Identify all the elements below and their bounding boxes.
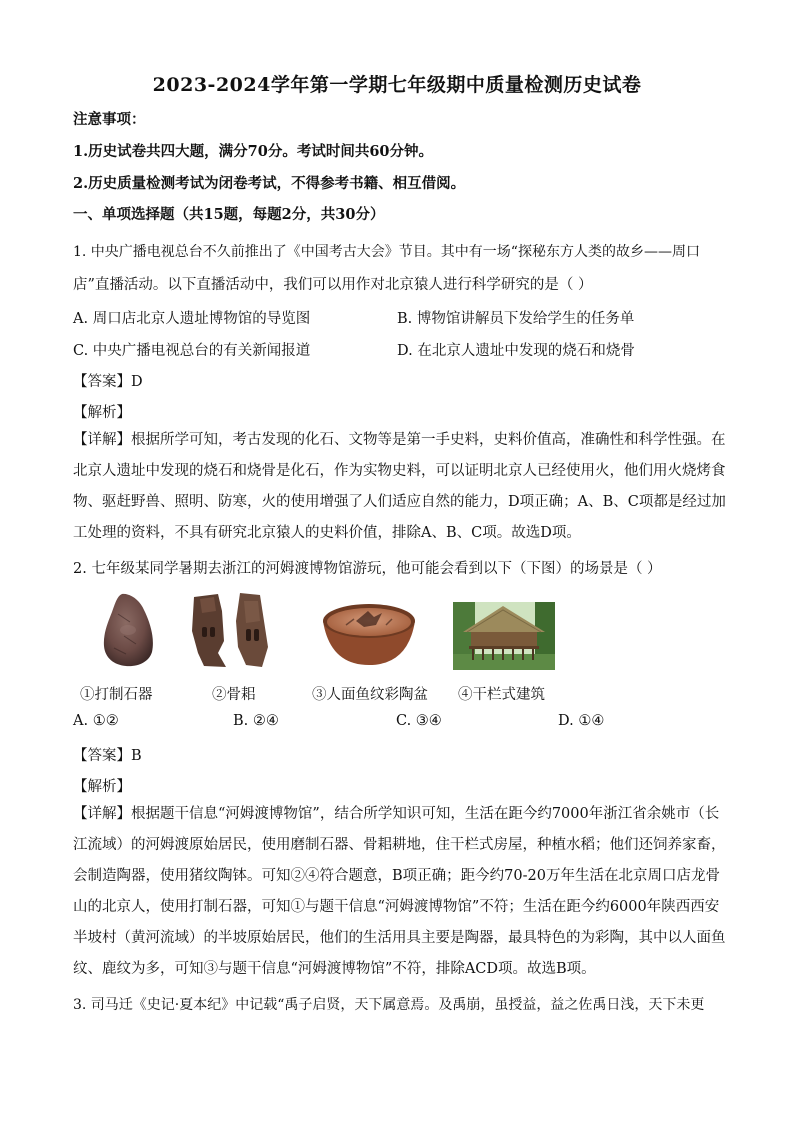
q1-analysis-label: 【解析】: [73, 405, 131, 421]
notice-item-2: 2.历史质量检测考试为闭卷考试，不得参考书籍、相互借阅。: [73, 175, 466, 192]
notice-item-1: 1.历史试卷共四大题，满分70分。考试时间共60分钟。: [73, 143, 433, 160]
q2-detail: 【详解】根据题干信息“河姆渡博物馆”，结合所学知识可知，生活在距今约7000年浙江省余姚市（长江流域）的河姆渡原始居民，使用磨制石器、骨耜耕地，住干栏式房屋，种植水稻；他们还饲养家畜，会制造陶器，使用猪纹陶钵。可知②④符合题意，B项正确；距今约70-20万年生活在北京周口店龙骨山的北京人，使用打制石器，可知①与题干信息“河姆渡博物馆”不符；生活在距今约6000年陕西西安半坡村（黄河流域）的半坡原始居民，他们的生活用具主要是陶器，最具特色的为彩陶，其中以人面鱼纹、鹿纹为多，可知③与题干信息“河姆渡博物馆”不符，排除ACD项。故选B项。: [73, 806, 726, 977]
q1-option-d: D. 在北京人遗址中发现的烧石和烧骨: [397, 343, 635, 359]
q1-option-a: A. 周口店北京人遗址博物馆的导览图: [73, 311, 311, 327]
q3-stem: 3. 司马迁《史记·夏本纪》中记载“禹子启贤，天下属意焉。及禹崩，虽授益，益之佐禹日浅，天下未更: [73, 997, 705, 1013]
q1-option-c: C. 中央广播电视总台的有关新闻报道: [73, 343, 311, 359]
section-heading: 一、单项选择题（共15题，每题2分，共30分）: [73, 206, 385, 223]
caption-3: ③人面鱼纹彩陶盆: [312, 687, 428, 703]
q2-stem: 2. 七年级某同学暑期去浙江的河姆渡博物馆游玩，他可能会看到以下（下图）的场景是（ ）: [73, 561, 662, 577]
q1-stem-line1: 1. 中央广播电视总台不久前推出了《中国考古大会》节目。其中有一场“探秘东方人类的故乡——周口: [73, 244, 700, 260]
q2-analysis-label: 【解析】: [73, 779, 131, 795]
q2-option-b: B. ②④: [233, 713, 279, 729]
q2-option-c: C. ③④: [396, 713, 442, 729]
q2-option-d: D. ①④: [558, 713, 605, 729]
caption-4: ④干栏式建筑: [458, 687, 545, 703]
caption-2: ②骨耜: [212, 687, 256, 703]
stone-tool-image: [100, 592, 156, 668]
stilt-house-image: [453, 602, 555, 670]
painted-pottery-image: [320, 601, 418, 667]
q1-answer: 【答案】D: [73, 374, 143, 390]
notice-heading: 注意事项：: [73, 111, 146, 128]
q1-option-b: B. 博物馆讲解员下发给学生的任务单: [397, 311, 635, 327]
page-title: 2023-2024学年第一学期七年级期中质量检测历史试卷: [152, 74, 642, 96]
bone-spade-image: [188, 591, 272, 669]
q2-option-a: A. ①②: [73, 713, 119, 729]
q2-answer: 【答案】B: [73, 748, 142, 764]
q1-stem-line2: 店”直播活动。以下直播活动中，我们可以用作对北京猿人进行科学研究的是（ ）: [73, 277, 593, 293]
q1-detail: 【详解】根据所学可知，考古发现的化石、文物等是第一手史料，史料价值高，准确性和科学性强。在北京人遗址中发现的烧石和烧骨是化石，作为实物史料，可以证明北京人已经使用火，他们用火烧烤食物、驱赶野兽、照明、防寒，火的使用增强了人们适应自然的能力，D项正确；A、B、C项都是经过加工处理的资料，不具有研究北京猿人的史料价值，排除A、B、C项。故选D项。: [73, 432, 726, 541]
caption-1: ①打制石器: [80, 687, 153, 703]
